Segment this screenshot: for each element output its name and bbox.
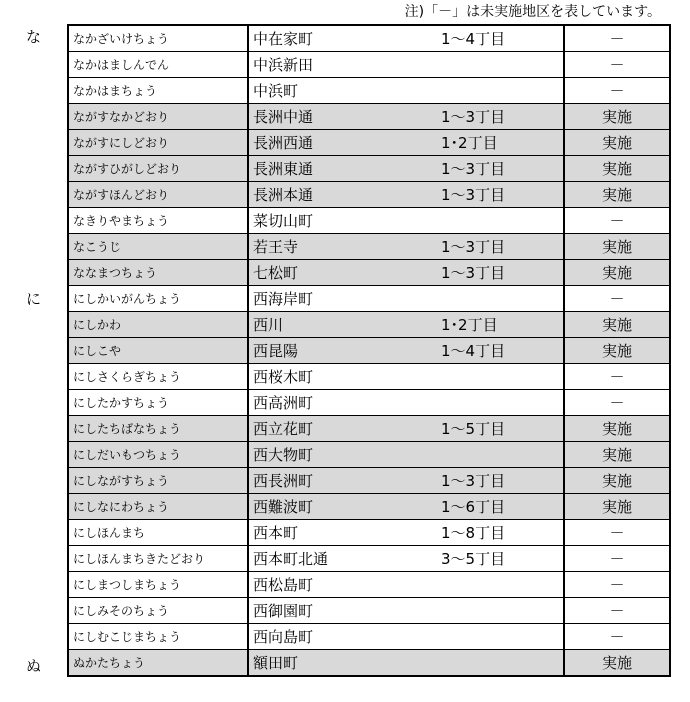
chome-cell-text: 1～6丁目 bbox=[441, 498, 506, 516]
status-cell-text: 実施 bbox=[601, 472, 632, 490]
status-cell bbox=[564, 25, 670, 52]
town-name-cell-text: 西御園町 bbox=[253, 602, 314, 620]
table-row bbox=[68, 234, 670, 260]
status-cell-text: － bbox=[609, 290, 625, 308]
town-name-cell-text: 西松島町 bbox=[253, 576, 314, 594]
town-name-cell-text: 七松町 bbox=[253, 264, 299, 282]
reading-cell bbox=[68, 52, 248, 78]
status-cell bbox=[564, 442, 670, 468]
reading-cell bbox=[68, 130, 248, 156]
status-cell bbox=[564, 364, 670, 390]
status-cell-text: － bbox=[609, 82, 625, 100]
chome-cell bbox=[435, 104, 564, 130]
reading-cell bbox=[68, 25, 248, 52]
chome-cell bbox=[435, 338, 564, 364]
town-name-cell-text: 西難波町 bbox=[253, 498, 314, 516]
chome-cell-text: 1～4丁目 bbox=[441, 30, 506, 48]
reading-cell-text: にしだいもつちょう bbox=[73, 448, 182, 462]
chome-cell-text: 1～3丁目 bbox=[441, 108, 506, 126]
table-row bbox=[68, 52, 670, 78]
reading-cell-text: にしこや bbox=[73, 344, 122, 358]
town-name-cell bbox=[248, 546, 435, 572]
town-name-cell-text: 西本町 bbox=[253, 524, 299, 542]
table-row bbox=[68, 650, 670, 677]
table-row bbox=[68, 208, 670, 234]
chome-cell bbox=[435, 130, 564, 156]
status-cell-text: － bbox=[609, 576, 625, 594]
town-name-cell-text: 西向島町 bbox=[253, 628, 314, 646]
reading-cell bbox=[68, 598, 248, 624]
status-cell bbox=[564, 468, 670, 494]
initial-kana: な bbox=[25, 28, 41, 46]
status-cell-text: － bbox=[609, 368, 625, 386]
reading-cell-text: にしながすちょう bbox=[73, 474, 170, 488]
status-cell bbox=[564, 312, 670, 338]
reading-cell bbox=[68, 104, 248, 130]
chome-cell bbox=[435, 364, 564, 390]
town-name-cell bbox=[248, 78, 435, 104]
reading-cell bbox=[68, 494, 248, 520]
reading-cell-text: なかざいけちょう bbox=[73, 32, 170, 46]
table-row bbox=[68, 494, 670, 520]
reading-cell bbox=[68, 650, 248, 677]
town-name-cell bbox=[248, 52, 435, 78]
chome-cell bbox=[435, 520, 564, 546]
table-row bbox=[68, 130, 670, 156]
town-name-cell bbox=[248, 442, 435, 468]
status-cell-text: 実施 bbox=[601, 498, 632, 516]
status-cell-text: 実施 bbox=[601, 654, 632, 672]
reading-cell bbox=[68, 416, 248, 442]
status-cell bbox=[564, 416, 670, 442]
reading-cell bbox=[68, 546, 248, 572]
reading-cell bbox=[68, 390, 248, 416]
reading-cell bbox=[68, 156, 248, 182]
table-row bbox=[68, 104, 670, 130]
status-cell bbox=[564, 598, 670, 624]
town-name-cell bbox=[248, 234, 435, 260]
town-name-cell bbox=[248, 598, 435, 624]
town-name-cell bbox=[248, 650, 435, 677]
chome-cell bbox=[435, 546, 564, 572]
status-cell bbox=[564, 78, 670, 104]
reading-cell-text: なきりやまちょう bbox=[73, 214, 170, 228]
status-cell bbox=[564, 520, 670, 546]
chome-cell bbox=[435, 442, 564, 468]
chome-cell-text: 1･2丁目 bbox=[441, 316, 498, 334]
reading-cell-text: にしかわ bbox=[73, 318, 122, 332]
chome-cell bbox=[435, 156, 564, 182]
table-row bbox=[68, 364, 670, 390]
chome-cell bbox=[435, 650, 564, 677]
reading-cell-text: にしほんまちきたどおり bbox=[73, 552, 206, 566]
town-name-cell bbox=[248, 208, 435, 234]
status-cell bbox=[564, 624, 670, 650]
status-cell bbox=[564, 234, 670, 260]
table-row bbox=[68, 25, 670, 52]
initial-kana: に bbox=[25, 290, 41, 308]
reading-cell-text: ながすなかどおり bbox=[73, 110, 170, 124]
chome-cell-text: 1～3丁目 bbox=[441, 472, 506, 490]
chome-cell bbox=[435, 52, 564, 78]
chome-cell bbox=[435, 260, 564, 286]
table-row bbox=[68, 624, 670, 650]
town-name-cell bbox=[248, 572, 435, 598]
status-cell bbox=[564, 572, 670, 598]
status-cell bbox=[564, 52, 670, 78]
status-cell bbox=[564, 130, 670, 156]
town-name-cell-text: 菜切山町 bbox=[253, 212, 314, 230]
status-cell bbox=[564, 650, 670, 677]
table-row bbox=[68, 598, 670, 624]
status-cell-text: 実施 bbox=[601, 420, 632, 438]
town-name-cell bbox=[248, 312, 435, 338]
chome-cell-text: 1～3丁目 bbox=[441, 186, 506, 204]
status-cell bbox=[564, 260, 670, 286]
status-cell-text: 実施 bbox=[601, 160, 632, 178]
reading-cell bbox=[68, 624, 248, 650]
reading-cell bbox=[68, 260, 248, 286]
town-name-cell-text: 西大物町 bbox=[253, 446, 314, 464]
town-name-cell bbox=[248, 494, 435, 520]
status-cell-text: － bbox=[609, 394, 625, 412]
reading-cell bbox=[68, 338, 248, 364]
status-cell-text: 実施 bbox=[601, 134, 632, 152]
status-cell-text: － bbox=[609, 628, 625, 646]
town-name-cell-text: 長洲中通 bbox=[253, 108, 314, 126]
reading-cell-text: にしむこじまちょう bbox=[73, 630, 182, 644]
table-row bbox=[68, 260, 670, 286]
reading-cell-text: にしたかすちょう bbox=[73, 396, 170, 410]
town-name-cell bbox=[248, 25, 435, 52]
town-name-cell-text: 長洲東通 bbox=[253, 160, 314, 178]
town-name-cell bbox=[248, 338, 435, 364]
table-row bbox=[68, 338, 670, 364]
town-name-cell bbox=[248, 182, 435, 208]
chome-cell bbox=[435, 78, 564, 104]
reading-cell-text: ながすひがしどおり bbox=[73, 162, 182, 176]
town-name-cell-text: 長洲西通 bbox=[253, 134, 314, 152]
reading-cell bbox=[68, 234, 248, 260]
town-name-cell-text: 長洲本通 bbox=[253, 186, 314, 204]
status-cell bbox=[564, 182, 670, 208]
status-cell-text: － bbox=[609, 550, 625, 568]
reading-cell bbox=[68, 182, 248, 208]
reading-cell-text: にしみそのちょう bbox=[73, 604, 170, 618]
town-name-cell bbox=[248, 624, 435, 650]
table-row bbox=[68, 156, 670, 182]
status-cell-text: 実施 bbox=[601, 186, 632, 204]
chome-cell bbox=[435, 468, 564, 494]
reading-cell-text: なかはましんでん bbox=[73, 58, 170, 72]
status-cell bbox=[564, 104, 670, 130]
reading-cell bbox=[68, 468, 248, 494]
reading-cell-text: にしかいがんちょう bbox=[73, 292, 182, 306]
chome-cell-text: 1～3丁目 bbox=[441, 160, 506, 178]
town-name-cell-text: 西昆陽 bbox=[253, 342, 299, 360]
status-cell bbox=[564, 494, 670, 520]
reading-cell bbox=[68, 520, 248, 546]
chome-cell bbox=[435, 624, 564, 650]
reading-cell-text: ぬかたちょう bbox=[73, 656, 146, 670]
town-name-cell bbox=[248, 156, 435, 182]
status-cell-text: 実施 bbox=[601, 446, 632, 464]
chome-cell bbox=[435, 494, 564, 520]
chome-cell-text: 1～4丁目 bbox=[441, 342, 506, 360]
table-row bbox=[68, 286, 670, 312]
chome-cell bbox=[435, 390, 564, 416]
town-name-cell bbox=[248, 520, 435, 546]
status-cell bbox=[564, 338, 670, 364]
chome-cell bbox=[435, 286, 564, 312]
chome-cell-text: 3～5丁目 bbox=[441, 550, 506, 568]
initial-kana: ぬ bbox=[25, 656, 41, 675]
town-name-cell-text: 中浜新田 bbox=[253, 56, 314, 74]
chome-cell bbox=[435, 312, 564, 338]
chome-cell-text: 1～8丁目 bbox=[441, 524, 506, 542]
chome-cell-text: 1～5丁目 bbox=[441, 420, 506, 438]
chome-cell bbox=[435, 598, 564, 624]
chome-cell bbox=[435, 25, 564, 52]
status-cell-text: 実施 bbox=[601, 342, 632, 360]
legend-note: 注)「－」は未実施地区を表しています。 bbox=[404, 4, 661, 20]
reading-cell bbox=[68, 442, 248, 468]
status-cell bbox=[564, 390, 670, 416]
reading-cell-text: にしさくらぎちょう bbox=[73, 370, 182, 384]
reading-cell bbox=[68, 208, 248, 234]
town-name-cell-text: 西海岸町 bbox=[253, 290, 314, 308]
town-name-cell-text: 西長洲町 bbox=[253, 472, 314, 490]
chome-cell-text: 1～3丁目 bbox=[441, 238, 506, 256]
chome-cell bbox=[435, 416, 564, 442]
town-name-cell-text: 若王寺 bbox=[253, 238, 299, 256]
reading-cell-text: なかはまちょう bbox=[73, 84, 158, 98]
table-row bbox=[68, 468, 670, 494]
reading-cell-text: にしほんまち bbox=[73, 526, 146, 540]
status-cell-text: － bbox=[609, 30, 625, 48]
table-row bbox=[68, 312, 670, 338]
chome-cell bbox=[435, 572, 564, 598]
town-name-cell bbox=[248, 364, 435, 390]
town-name-cell-text: 西立花町 bbox=[253, 420, 314, 438]
table-row bbox=[68, 416, 670, 442]
status-cell-text: 実施 bbox=[601, 238, 632, 256]
town-name-cell-text: 中在家町 bbox=[253, 30, 314, 48]
town-name-cell-text: 西桜木町 bbox=[253, 368, 314, 386]
town-name-cell bbox=[248, 390, 435, 416]
table-row bbox=[68, 182, 670, 208]
reading-cell bbox=[68, 286, 248, 312]
table-row bbox=[68, 78, 670, 104]
table-row bbox=[68, 572, 670, 598]
reading-cell bbox=[68, 78, 248, 104]
status-cell-text: 実施 bbox=[601, 108, 632, 126]
chome-cell bbox=[435, 234, 564, 260]
table-row bbox=[68, 390, 670, 416]
reading-cell bbox=[68, 364, 248, 390]
status-cell bbox=[564, 286, 670, 312]
reading-cell-text: にしまつしまちょう bbox=[73, 578, 182, 592]
town-name-cell bbox=[248, 130, 435, 156]
reading-cell bbox=[68, 312, 248, 338]
town-name-cell-text: 西高洲町 bbox=[253, 394, 314, 412]
status-cell-text: － bbox=[609, 602, 625, 620]
district-table bbox=[67, 24, 671, 677]
chome-cell-text: 1～3丁目 bbox=[441, 264, 506, 282]
status-cell bbox=[564, 208, 670, 234]
status-cell-text: － bbox=[609, 524, 625, 542]
reading-cell-text: ながすにしどおり bbox=[73, 136, 170, 150]
table-row bbox=[68, 442, 670, 468]
town-name-cell bbox=[248, 468, 435, 494]
status-cell-text: － bbox=[609, 56, 625, 74]
town-name-cell-text: 額田町 bbox=[253, 654, 299, 672]
reading-cell-text: にしなにわちょう bbox=[73, 500, 170, 514]
chome-cell bbox=[435, 208, 564, 234]
reading-cell-text: なこうじ bbox=[73, 240, 122, 254]
chome-cell bbox=[435, 182, 564, 208]
status-cell-text: 実施 bbox=[601, 316, 632, 334]
town-name-cell bbox=[248, 416, 435, 442]
town-name-cell-text: 中浜町 bbox=[253, 82, 299, 100]
status-cell-text: － bbox=[609, 212, 625, 230]
table-row bbox=[68, 520, 670, 546]
reading-cell-text: ななまつちょう bbox=[73, 266, 158, 280]
chome-cell-text: 1･2丁目 bbox=[441, 134, 498, 152]
town-name-cell bbox=[248, 260, 435, 286]
town-name-cell-text: 西本町北通 bbox=[253, 550, 329, 568]
town-name-cell bbox=[248, 104, 435, 130]
status-cell bbox=[564, 156, 670, 182]
town-name-cell-text: 西川 bbox=[253, 316, 284, 334]
reading-cell bbox=[68, 572, 248, 598]
table-row bbox=[68, 546, 670, 572]
reading-cell-text: ながすほんどおり bbox=[73, 188, 170, 202]
status-cell-text: 実施 bbox=[601, 264, 632, 282]
status-cell bbox=[564, 546, 670, 572]
town-name-cell bbox=[248, 286, 435, 312]
reading-cell-text: にしたちばなちょう bbox=[73, 422, 182, 436]
